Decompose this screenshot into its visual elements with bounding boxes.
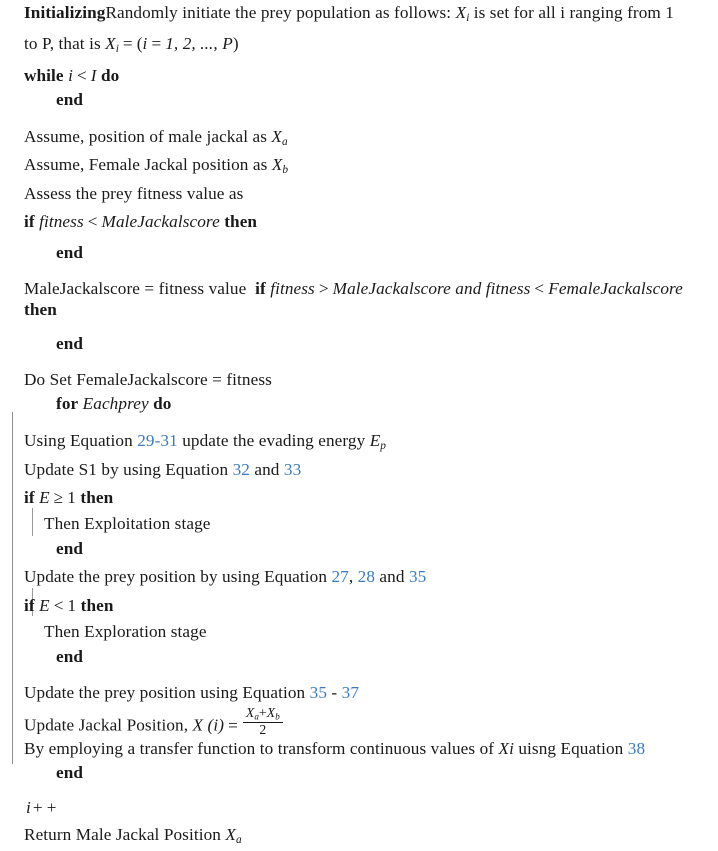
equals-sign-3: =	[228, 715, 238, 735]
cond-fitness-1: fitness	[39, 212, 84, 231]
cond-male-and-fitness: MaleJackalscore and fitness	[332, 279, 531, 298]
line-end-for: end	[56, 763, 84, 782]
var-Xa-return: X	[225, 825, 236, 844]
equation-ref-33[interactable]: 33	[283, 460, 302, 479]
paren-open: (	[136, 34, 143, 53]
frac-plus: +	[258, 704, 267, 720]
dash-sep: -	[327, 683, 342, 702]
value-one-2: 1	[67, 596, 77, 615]
update-s1-text-a: Update S1 by using Equation	[24, 460, 233, 479]
initializing-text-a: Randomly initiate the prey population as follows:	[105, 3, 456, 22]
line-initializing	[0, 2, 674, 29]
frac-var-Xa: X	[245, 704, 255, 720]
var-X2-sub: i	[115, 43, 119, 56]
plus-2: +	[46, 798, 57, 817]
line-exploitation-stage: Then Exploitation stage	[44, 514, 211, 533]
line-end-if-2: end	[56, 334, 84, 353]
var-X-sub: i	[466, 12, 470, 25]
cond-malejackalscore-1: MaleJackalscore	[101, 212, 220, 231]
malejackalscore-assign-text: MaleJackalscore = fitness value	[24, 279, 247, 298]
line-exploration-stage: Then Exploration stage	[44, 622, 207, 641]
male-jackal-text: Assume, position of male jackal as	[24, 127, 272, 146]
equation-ref-35-b[interactable]: 35	[309, 683, 328, 702]
keyword-if-4: if	[24, 596, 35, 615]
equation-ref-37[interactable]: 37	[341, 683, 360, 702]
equals-sign-1: =	[122, 34, 133, 53]
lt-sign-2: <	[87, 212, 98, 231]
line-population-range	[0, 33, 239, 60]
lt-sign-4: <	[53, 596, 64, 615]
fraction-denominator: 2	[243, 722, 283, 738]
index-numbers: 1, 2, ...,	[165, 34, 218, 53]
keyword-do-2: do	[153, 394, 172, 413]
var-Xa-return-sub: a	[236, 834, 242, 847]
line-update-s1	[0, 459, 301, 480]
var-E-energy-sub: p	[380, 440, 386, 453]
line-update-prey-position-2	[0, 682, 359, 703]
update-prey-1-text-a: Update the prey position by using Equation	[24, 567, 332, 586]
line-end-while: end	[56, 90, 84, 109]
index-paren-i: (i)	[207, 715, 225, 735]
equation-ref-27[interactable]: 27	[331, 567, 349, 586]
line-update-prey-position-1	[0, 566, 426, 587]
keyword-if-3: if	[24, 488, 35, 507]
keyword-then-4: then	[80, 596, 114, 615]
keyword-then-1: then	[224, 212, 258, 231]
line-malejackalscore-assign	[0, 278, 712, 320]
initializing-text-b: is set for all i ranging from 1	[469, 3, 674, 22]
var-E-energy: E	[369, 431, 381, 450]
update-prey-1-text-b: and	[375, 567, 409, 586]
var-X: X	[455, 3, 467, 22]
keyword-do-1: do	[100, 66, 120, 85]
keyword-initializing: Initializing	[24, 3, 106, 22]
paren-close: )	[232, 34, 239, 53]
line-end-if-4: end	[56, 647, 84, 666]
var-Xi: Xi	[498, 739, 514, 758]
female-jackal-text: Assume, Female Jackal position as	[24, 155, 272, 174]
equals-sign-2: =	[151, 34, 162, 53]
line-evading-energy	[0, 430, 386, 457]
keyword-while: while	[24, 66, 64, 85]
frac-var-Xb: X	[266, 704, 276, 720]
var-E-1: E	[39, 488, 50, 507]
line-male-jackal-position	[0, 126, 288, 153]
lt-sign-3: <	[534, 279, 545, 298]
transfer-fn-text-b: uisng Equation	[513, 739, 628, 758]
line-if-E-lt-1	[0, 595, 114, 616]
line-return-male-jackal	[0, 824, 242, 851]
line-set-femalejackalscore: Do Set FemaleJackalscore = fitness	[24, 370, 272, 389]
gt-sign-1: >	[318, 279, 329, 298]
line-if-fitness-lt-male	[0, 211, 257, 232]
frac-var-Xa-sub: a	[254, 711, 259, 722]
var-E-2: E	[39, 596, 50, 615]
keyword-then-3: then	[80, 488, 114, 507]
plus-1: +	[32, 798, 43, 817]
line-end-if-1: end	[56, 243, 84, 262]
var-i-1: i	[142, 34, 148, 53]
line-for-eachprey	[0, 393, 171, 414]
update-jackal-text: Update Jackal Position,	[24, 715, 193, 735]
lt-sign-1: <	[76, 66, 87, 85]
var-Xa-1-sub: a	[282, 136, 288, 149]
var-X-jackal: X	[192, 715, 204, 735]
keyword-if-2: if	[255, 279, 266, 298]
var-I: I	[90, 66, 97, 85]
line-end-if-3: end	[56, 539, 84, 558]
ge-sign: ≥	[53, 488, 64, 507]
evading-energy-text-b: update the evading energy	[177, 431, 370, 450]
fraction-numerator	[243, 706, 283, 722]
fraction-xa-plus-xb-over-2	[243, 706, 283, 738]
line-female-jackal-position	[0, 154, 288, 181]
update-prey-2-text-a: Update the prey position using Equation	[24, 683, 310, 702]
var-i-2: i	[68, 66, 73, 85]
line-while	[0, 65, 119, 86]
population-text-a: to P, that is	[24, 34, 106, 53]
keyword-for: for	[56, 394, 79, 413]
evading-energy-text-a: Using Equation	[24, 431, 138, 450]
keyword-if-1: if	[24, 212, 35, 231]
var-i-increment: i	[26, 798, 31, 817]
var-Xb-1-sub: b	[282, 164, 289, 177]
transfer-fn-text-a: By employing a transfer function to transform continuous values of	[24, 739, 499, 758]
loop-var-eachprey: Eachprey	[82, 394, 149, 413]
line-transfer-function	[0, 738, 645, 759]
var-X2: X	[105, 34, 116, 53]
equation-ref-29-31[interactable]: 29-31	[137, 431, 178, 450]
update-s1-text-b: and	[249, 460, 284, 479]
equation-ref-38[interactable]: 38	[627, 739, 646, 758]
equation-ref-35-a[interactable]: 35	[408, 567, 427, 586]
line-update-jackal-position	[0, 704, 284, 740]
line-increment-i	[0, 797, 58, 818]
line-if-E-ge-1	[0, 487, 113, 508]
cond-fitness-2: fitness	[270, 279, 315, 298]
var-Xa-1: X	[271, 127, 283, 146]
comma-sep: ,	[348, 567, 358, 586]
var-P: P	[222, 34, 233, 53]
var-Xb-1: X	[271, 155, 283, 174]
value-one-1: 1	[67, 488, 76, 507]
equation-ref-32[interactable]: 32	[232, 460, 250, 479]
return-text: Return Male Jackal Position	[24, 825, 226, 844]
line-assess-fitness: Assess the prey fitness value as	[24, 184, 244, 203]
cond-femalejackalscore: FemaleJackalscore	[548, 279, 683, 298]
keyword-then-2: then	[24, 300, 57, 319]
frac-var-Xb-sub: b	[275, 711, 280, 722]
equation-ref-28[interactable]: 28	[357, 567, 376, 586]
